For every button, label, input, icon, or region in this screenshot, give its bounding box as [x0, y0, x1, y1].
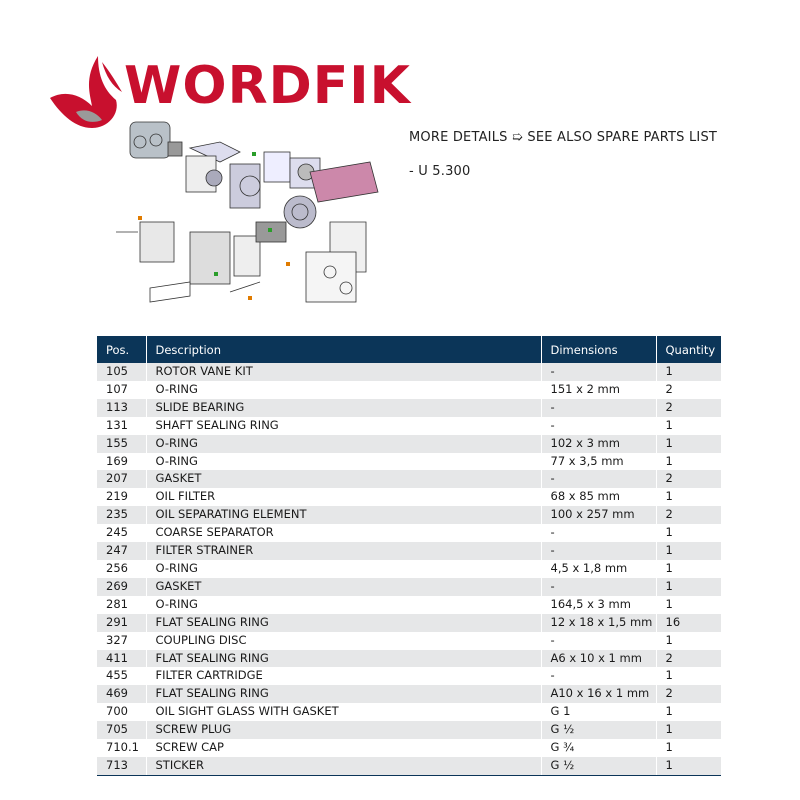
brand-name: WORDFIK [124, 56, 411, 116]
table-row [97, 721, 721, 739]
col-header-quantity: Quantity [656, 336, 721, 363]
table-row [97, 542, 721, 560]
cell-pos: 700 [97, 703, 146, 721]
cell-pos: 411 [97, 650, 146, 668]
table-row [97, 739, 721, 757]
details-note: MORE DETAILS ➯ SEE ALSO SPARE PARTS LIST [409, 130, 718, 145]
cell-quantity: 1 [656, 453, 721, 471]
cell-pos: 269 [97, 578, 146, 596]
cell-description: GASKET [146, 470, 541, 488]
cell-pos: 107 [97, 381, 146, 399]
cell-quantity: 1 [656, 363, 721, 381]
table-row [97, 632, 721, 650]
model-label: - U 5.300 [409, 164, 471, 179]
cell-quantity: 1 [656, 739, 721, 757]
cell-quantity: 1 [656, 578, 721, 596]
cell-description: FLAT SEALING RING [146, 685, 541, 703]
cell-pos: 256 [97, 560, 146, 578]
cell-description: STICKER [146, 757, 541, 775]
cell-quantity: 1 [656, 560, 721, 578]
cell-dimensions: A10 x 16 x 1 mm [541, 685, 656, 703]
table-header-row [97, 336, 721, 363]
cell-description: ROTOR VANE KIT [146, 363, 541, 381]
cell-quantity: 1 [656, 703, 721, 721]
cell-pos: 207 [97, 470, 146, 488]
cell-description: FLAT SEALING RING [146, 614, 541, 632]
cell-quantity: 2 [656, 506, 721, 524]
table-row [97, 614, 721, 632]
cell-quantity: 2 [656, 470, 721, 488]
cell-description: O-RING [146, 560, 541, 578]
table-row [97, 560, 721, 578]
cell-dimensions: 164,5 x 3 mm [541, 596, 656, 614]
cell-description: OIL SIGHT GLASS WITH GASKET [146, 703, 541, 721]
cell-quantity: 1 [656, 542, 721, 560]
cell-dimensions: G 1 [541, 703, 656, 721]
cell-dimensions: 12 x 18 x 1,5 mm [541, 614, 656, 632]
cell-dimensions: - [541, 632, 656, 650]
col-header-description: Description [146, 336, 541, 363]
cell-dimensions: G ¾ [541, 739, 656, 757]
cell-dimensions: G ½ [541, 757, 656, 775]
table-row [97, 650, 721, 668]
cell-pos: 455 [97, 667, 146, 685]
cell-dimensions: - [541, 417, 656, 435]
col-header-dimensions: Dimensions [541, 336, 656, 363]
cell-description: COUPLING DISC [146, 632, 541, 650]
cell-quantity: 1 [656, 417, 721, 435]
cell-dimensions: 100 x 257 mm [541, 506, 656, 524]
cell-pos: 219 [97, 488, 146, 506]
table-row [97, 488, 721, 506]
cell-dimensions: 102 x 3 mm [541, 435, 656, 453]
table-row [97, 381, 721, 399]
cell-dimensions: 77 x 3,5 mm [541, 453, 656, 471]
cell-dimensions: - [541, 524, 656, 542]
cell-pos: 155 [97, 435, 146, 453]
cell-quantity: 1 [656, 757, 721, 775]
cell-quantity: 2 [656, 381, 721, 399]
cell-description: GASKET [146, 578, 541, 596]
table-row [97, 578, 721, 596]
cell-pos: 247 [97, 542, 146, 560]
cell-dimensions: - [541, 578, 656, 596]
cell-description: SCREW PLUG [146, 721, 541, 739]
table-row [97, 703, 721, 721]
cell-dimensions: G ½ [541, 721, 656, 739]
cell-description: O-RING [146, 381, 541, 399]
cell-quantity: 1 [656, 721, 721, 739]
table-row [97, 757, 721, 775]
cell-quantity: 1 [656, 524, 721, 542]
cell-pos: 235 [97, 506, 146, 524]
cell-description: FLAT SEALING RING [146, 650, 541, 668]
cell-pos: 131 [97, 417, 146, 435]
cell-description: SLIDE BEARING [146, 399, 541, 417]
cell-description: O-RING [146, 596, 541, 614]
cell-quantity: 1 [656, 596, 721, 614]
cell-pos: 281 [97, 596, 146, 614]
cell-pos: 710.1 [97, 739, 146, 757]
cell-quantity: 1 [656, 488, 721, 506]
cell-dimensions: - [541, 667, 656, 685]
col-header-pos: Pos. [97, 336, 146, 363]
cell-dimensions: - [541, 363, 656, 381]
cell-pos: 713 [97, 757, 146, 775]
table-row [97, 524, 721, 542]
cell-quantity: 1 [656, 632, 721, 650]
cell-quantity: 2 [656, 650, 721, 668]
cell-dimensions: - [541, 399, 656, 417]
table-row [97, 506, 721, 524]
cell-pos: 169 [97, 453, 146, 471]
table-row [97, 363, 721, 381]
cell-description: OIL FILTER [146, 488, 541, 506]
cell-pos: 245 [97, 524, 146, 542]
cell-dimensions: 151 x 2 mm [541, 381, 656, 399]
cell-pos: 113 [97, 399, 146, 417]
cell-pos: 291 [97, 614, 146, 632]
table-row [97, 399, 721, 417]
table-row [97, 453, 721, 471]
cell-dimensions: - [541, 542, 656, 560]
table-row [97, 470, 721, 488]
cell-description: FILTER STRAINER [146, 542, 541, 560]
cell-pos: 469 [97, 685, 146, 703]
cell-quantity: 2 [656, 685, 721, 703]
cell-quantity: 1 [656, 667, 721, 685]
cell-quantity: 16 [656, 614, 721, 632]
cell-pos: 705 [97, 721, 146, 739]
cell-description: OIL SEPARATING ELEMENT [146, 506, 541, 524]
cell-pos: 327 [97, 632, 146, 650]
cell-quantity: 2 [656, 399, 721, 417]
table-row [97, 417, 721, 435]
exploded-pump-diagram-icon [110, 112, 390, 322]
table-row [97, 667, 721, 685]
cell-description: SHAFT SEALING RING [146, 417, 541, 435]
cell-dimensions: - [541, 470, 656, 488]
table-row [97, 596, 721, 614]
table-row [97, 685, 721, 703]
cell-description: O-RING [146, 435, 541, 453]
cell-description: SCREW CAP [146, 739, 541, 757]
cell-pos: 105 [97, 363, 146, 381]
cell-description: COARSE SEPARATOR [146, 524, 541, 542]
cell-quantity: 1 [656, 435, 721, 453]
cell-dimensions: 68 x 85 mm [541, 488, 656, 506]
cell-dimensions: A6 x 10 x 1 mm [541, 650, 656, 668]
table-row [97, 435, 721, 453]
cell-description: O-RING [146, 453, 541, 471]
cell-dimensions: 4,5 x 1,8 mm [541, 560, 656, 578]
cell-description: FILTER CARTRIDGE [146, 667, 541, 685]
spare-parts-table [97, 336, 721, 776]
